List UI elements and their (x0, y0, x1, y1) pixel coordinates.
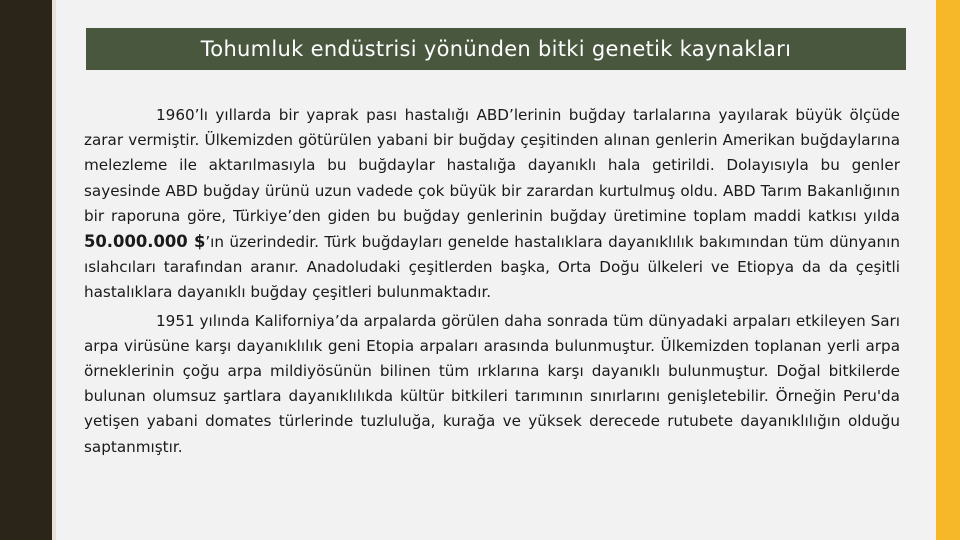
left-decorative-bar (0, 0, 56, 540)
paragraph-wheat-text-2: ’ın üzerindedir. Türk buğdayları genelde hastalıklara dayanıklılık bakımından tüm dünyanın ıslahcıları tarafından aranır. Anadoludaki çeşitlerden başka, Orta Doğu ülkeleri ve Etiopya da da çeşitli hastalıklara dayanıklı buğday çeşitleri bulunmaktadır. (84, 233, 900, 302)
paragraph-wheat-text-1: 1960’lı yıllarda bir yaprak pası hastalığı ABD’lerinin buğday tarlalarına yayılarak büyük ölçüde zarar vermiştir. Ülkemizden götürülen yabani bir buğday çeşitinden alınan genlerin Amerikan buğdaylarına melezleme ile aktarılmasıyla bu buğdaylar hastalığa dayanıklı hala getirildi. Dolayısıyla bu genler sayesinde ABD buğday ürünü uzun vadede çok büyük bir zarardan kurtulmuş oldu. ABD Tarım Bakanlığının bir raporuna göre, Türkiye’den giden bu buğday genlerinin buğday üretimine toplam maddi katkısı yılda (84, 106, 900, 225)
slide-title: Tohumluk endüstrisi yönünden bitki genetik kaynakları (200, 37, 792, 61)
contribution-amount: 50.000.000 $ (84, 232, 206, 252)
left-bar-edge (52, 0, 56, 540)
slide-body (84, 103, 900, 463)
paragraph-barley: 1951 yılında Kaliforniya’da arpalarda görülen daha sonrada tüm dünyadaki arpaları etkileyen Sarı arpa virüsüne karşı dayanıklılık geni Etopia arpaları arasında bulunmuştur. Ülkemizden toplanan yerli arpa örneklerinin çoğu arpa mildiyösünün bilinen tüm ırklarına karşı dayanıklı bulunmuştur. Doğal bitkilerde bulunan olumsuz şartlara dayanıklılıkda kültür bitkileri tarımının sınırlarını genişletebilir. Örneğin Peru'da yetişen yabani domates türlerinde tuzluluğa, kurağa ve yüksek derecede rutubete dayanıklılığın olduğu saptanmıştır. (84, 311, 900, 456)
slide-title-box (86, 28, 906, 70)
right-accent-bar (936, 0, 960, 540)
paragraph-wheat (84, 103, 900, 306)
